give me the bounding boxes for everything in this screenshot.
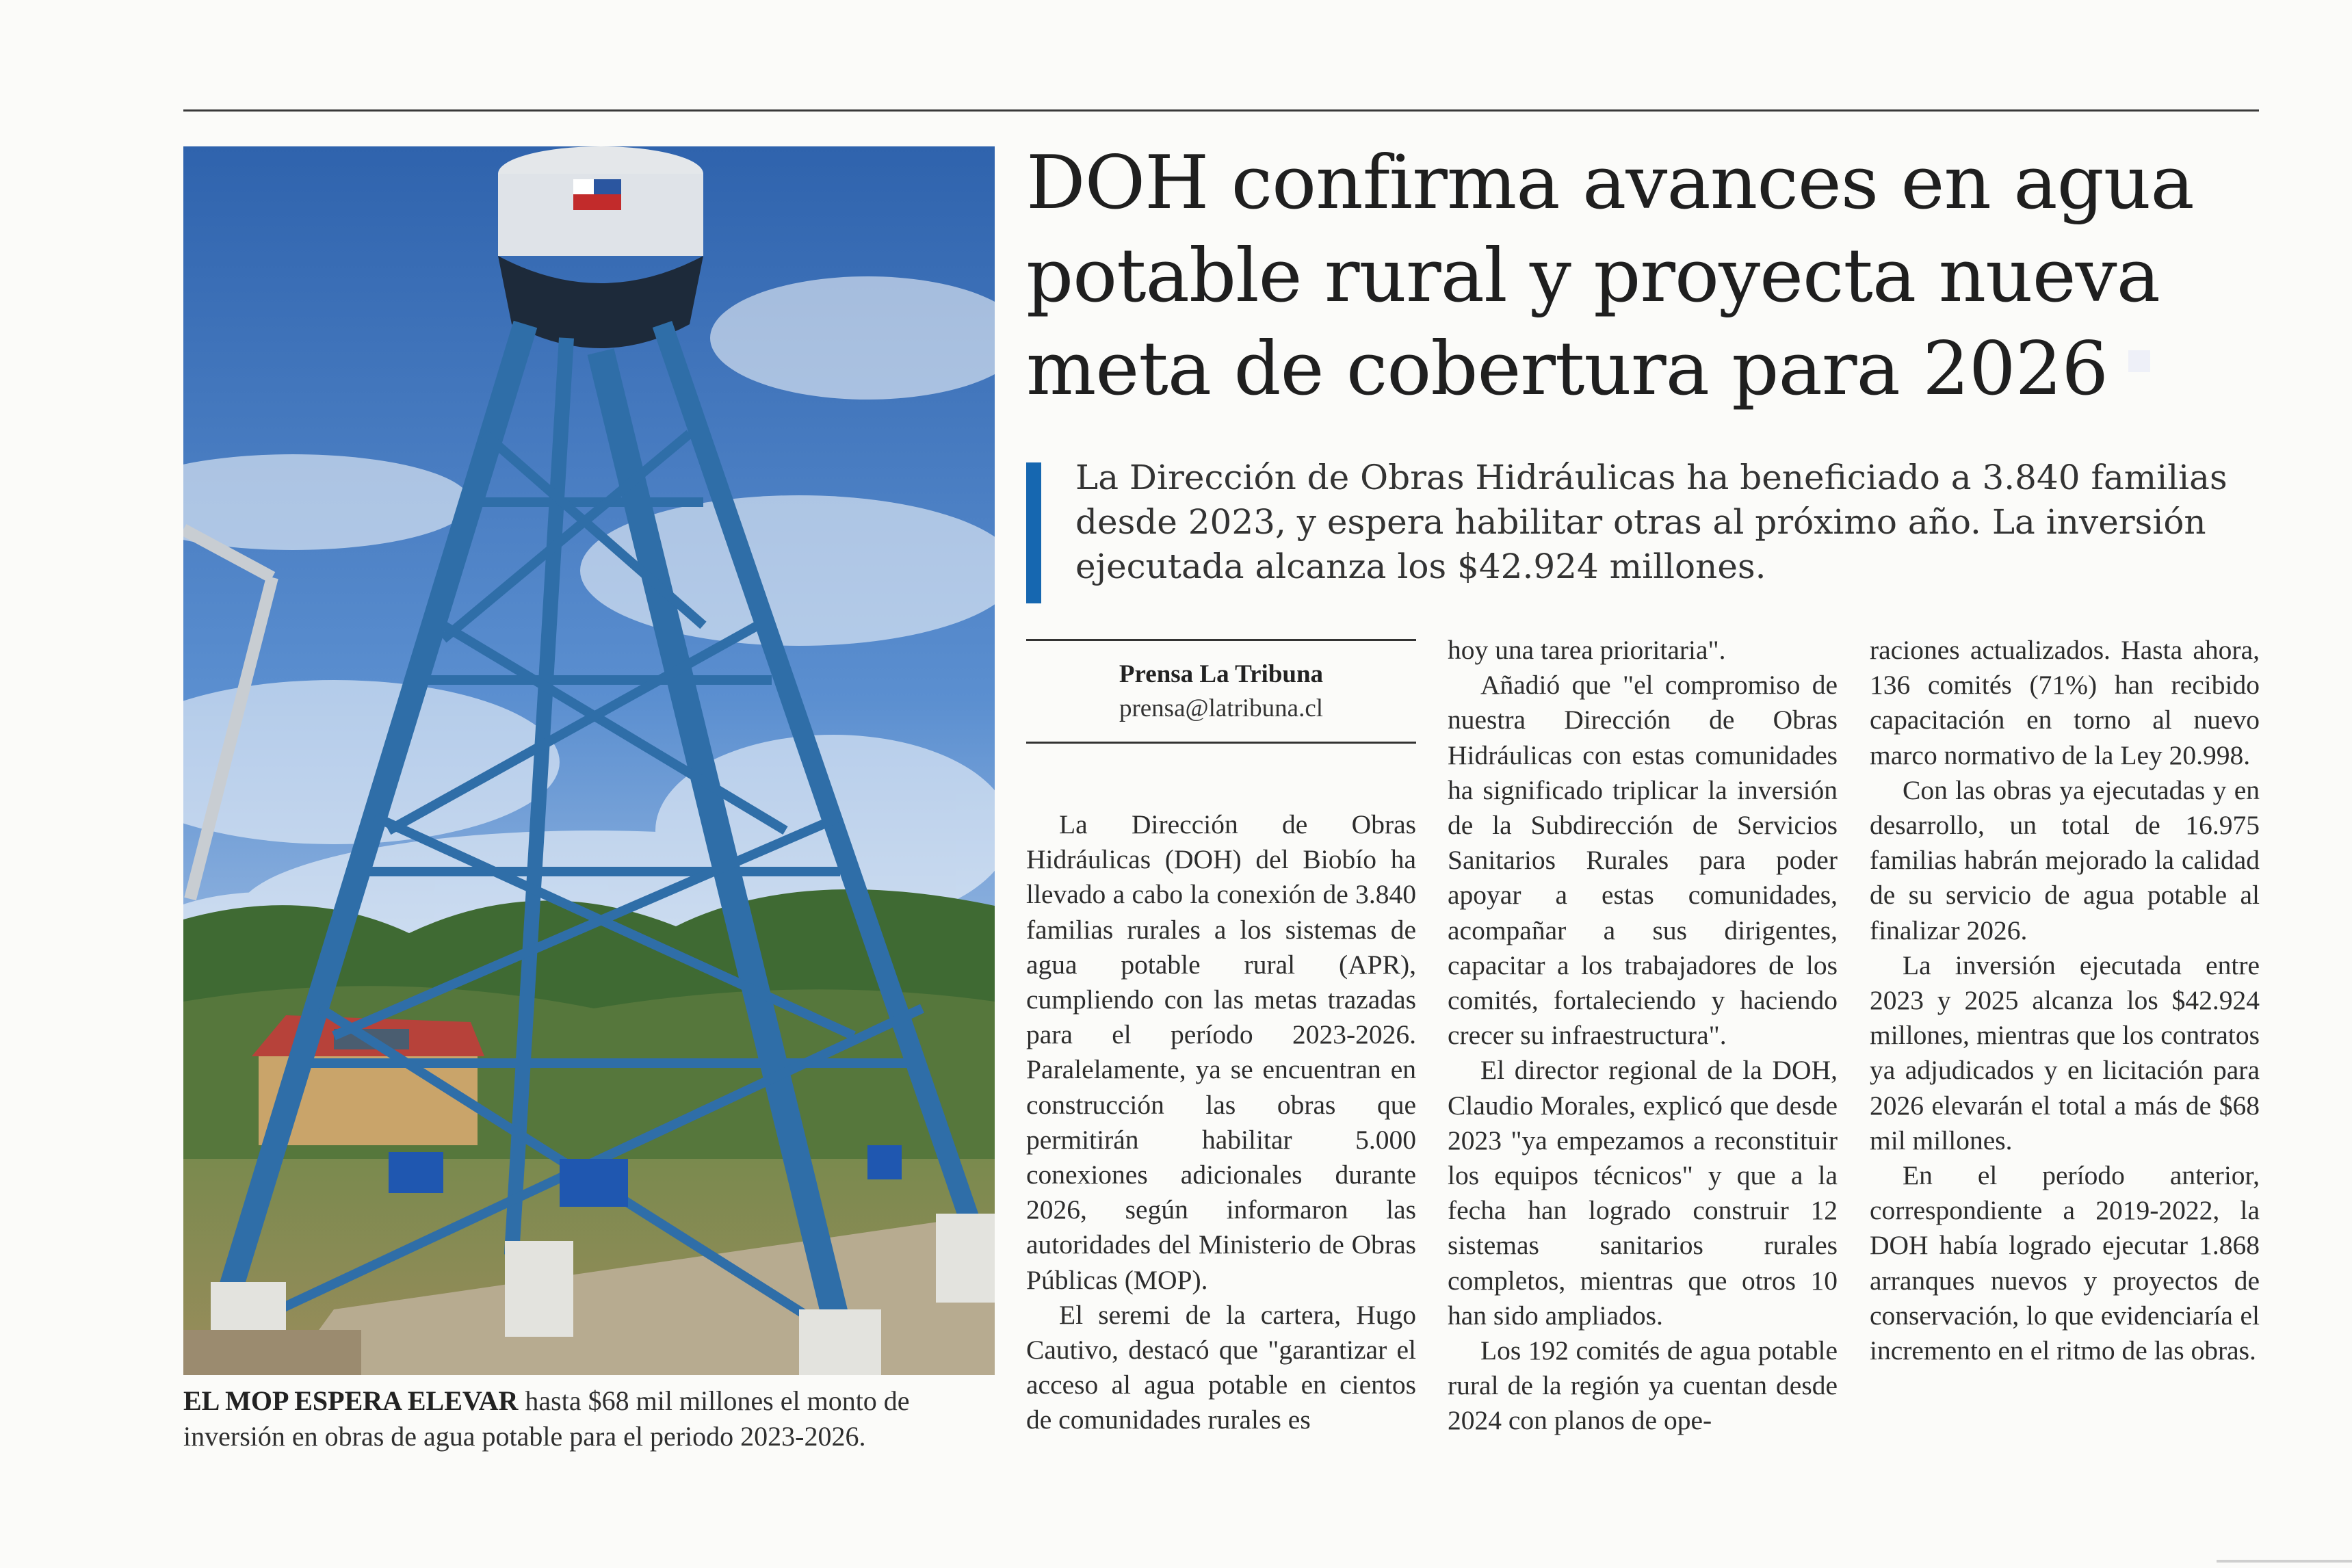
body-paragraph: El seremi de la cartera, Hugo Cautivo, destacó que "garantizar el acceso al agua potable en cientos de comunidades rurales es xyxy=(1026,1299,1416,1435)
byline-top-rule xyxy=(1026,639,1416,641)
body-paragraph: Los 192 comités de agua potable rural de la región ya cuentan desde 2024 con planos de ope- xyxy=(1448,1335,1838,1436)
headline-line-2: potable rural y proyecta nueva xyxy=(1026,233,2160,319)
body-paragraph: El director regional de la DOH, Claudio Morales, explicó que desde 2023 "ya empezamos a reconstituir los equipos técnicos" y que a la fecha han logrado construir 12 sistemas sanitarios rurales completos, mientras que otros 10 han sido ampliados. xyxy=(1448,1055,1838,1331)
water-tower-illustration xyxy=(183,146,995,1375)
comment-icon[interactable] xyxy=(2128,350,2150,372)
body-paragraph: Añadió que "el compromiso de nuestra Dirección de Obras Hidráulicas con estas comunidades ha significado triplicar la inversión de la Subdirección de Servicios Sanitarios Rurales para poder apoyar a estas comunidades, acompañar a sus dirigentes, capacitar a los trabajadores de los comités, fortaleciendo y haciendo crecer su infraestructura". xyxy=(1448,670,1838,1051)
byline-email[interactable]: prensa@latribuna.cl xyxy=(1119,694,1324,722)
caption-text: hasta $68 mil millones el monto de inversión en obras de agua potable para el periodo 2023-2026. xyxy=(183,1385,910,1452)
top-rule xyxy=(183,109,2259,112)
byline-bottom-rule xyxy=(1026,742,1416,744)
body-column-2 xyxy=(1448,633,1838,1439)
deck-summary: La Dirección de Obras Hidráulicas ha beneficiado a 3.840 familias desde 2023, y espera habilitar otras al próximo año. La inversión ejecutada alcanza los $42.924 millones. xyxy=(1075,458,2227,586)
caption-lead: EL MOP ESPERA ELEVAR xyxy=(183,1385,519,1416)
photo-caption xyxy=(183,1383,997,1454)
body-paragraph: La Dirección de Obras Hidráulicas (DOH) del Biobío ha llevado a cabo la conexión de 3.840 familias rurales a los sistemas de agua potable rural (APR), cumpliendo con las metas trazadas para el período 2023-2026. Paralelamente, ya se encuentran en construcción las obras que permitirán habilitar 5.000 conexiones adicionales durante 2026, según informaron las autoridades del Ministerio de Obras Públicas (MOP). xyxy=(1026,809,1416,1295)
water-tank xyxy=(498,146,703,348)
body-paragraph: raciones actualizados. Hasta ahora, 136 comités (71%) han recibido capacitación en torno al nuevo marco normativo de la Ley 20.998. xyxy=(1870,635,2260,770)
body-paragraph: En el período anterior, correspondiente a 2019-2022, la DOH había logrado ejecutar 1.868 arranques nuevos y proyectos de conservación, lo que evidenciaría el incremento en el ritmo de las obras. xyxy=(1870,1160,2260,1366)
headline-line-3: meta de cobertura para 2026 xyxy=(1026,326,2108,412)
body-paragraph: Con las obras ya ejecutadas y en desarrollo, un total de 16.975 familias habrán mejorado la calidad de su servicio de agua potable al finalizar 2026. xyxy=(1870,774,2260,945)
article-photo xyxy=(183,146,995,1375)
wooden-plank xyxy=(183,1330,361,1375)
deck-accent-bar xyxy=(1026,462,1041,603)
headline-line-1: DOH confirma avances en agua xyxy=(1026,140,2194,226)
byline-author: Prensa La Tribuna xyxy=(1119,660,1324,688)
body-paragraph: hoy una tarea prioritaria". xyxy=(1448,635,1726,665)
body-paragraph: La inversión ejecutada entre 2023 y 2025 alcanza los $42.924 millones, mientras que los contratos ya adjudicados y en licitación para 2026 elevarán el total a más de $68 mil millones. xyxy=(1870,950,2260,1155)
headline xyxy=(1026,137,2258,416)
body-column-3 xyxy=(1870,633,2260,1368)
page-corner-mark xyxy=(2217,1560,2352,1563)
body-column-1 xyxy=(1026,807,1416,1438)
